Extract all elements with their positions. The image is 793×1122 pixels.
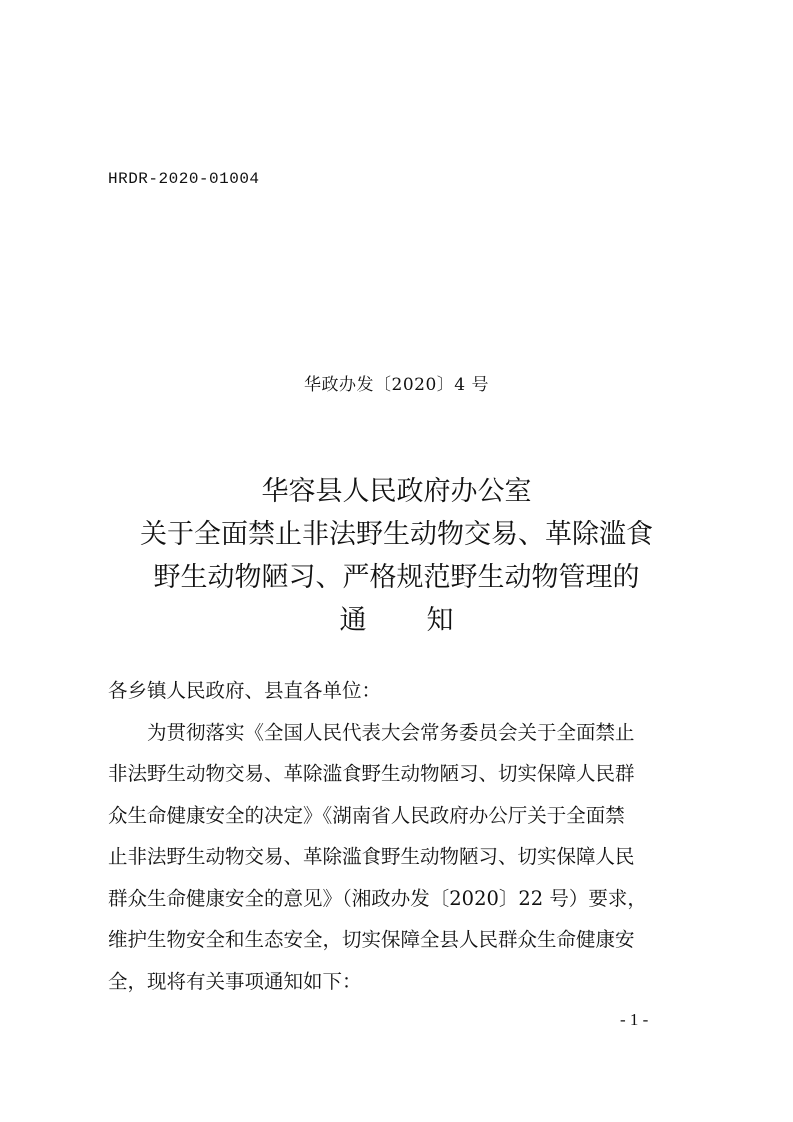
document-number: 华政办发〔2020〕4 号: [304, 375, 489, 395]
title-line: 关于全面禁止非法野生动物交易、革除滥食: [140, 519, 653, 550]
title-line: 野生动物陋习、严格规范野生动物管理的: [153, 562, 640, 593]
paragraph-line: 众生命健康安全的决定》《湖南省人民政府办公厅关于全面禁: [108, 803, 625, 827]
paragraph-line: 群众生命健康安全的意见》（湘政办发〔2020〕22 号）要求，: [108, 886, 647, 910]
title-line: 华容县人民政府办公室: [261, 476, 532, 507]
paragraph-line: 全，现将有关事项通知如下：: [108, 969, 362, 993]
salutation: 各乡镇人民政府、县直各单位：: [108, 679, 382, 702]
paragraph-line: 维护生物安全和生态安全，切实保障全县人民群众生命健康安: [108, 928, 635, 951]
document-code: HRDR-2020-01004: [108, 170, 260, 188]
paragraph-line: 为贯彻落实《全国人民代表大会常务委员会关于全面禁止: [147, 720, 635, 744]
paragraph-line: 止非法野生动物交易、革除滥食野生动物陋习、切实保障人民: [108, 845, 635, 868]
paragraph-line: 非法野生动物交易、革除滥食野生动物陋习、切实保障人民群: [108, 762, 635, 785]
page-number: - 1 -: [620, 1010, 649, 1029]
document-body: [108, 670, 688, 1002]
title-line-notice: 通知: [339, 605, 514, 636]
document-title: [60, 470, 733, 642]
